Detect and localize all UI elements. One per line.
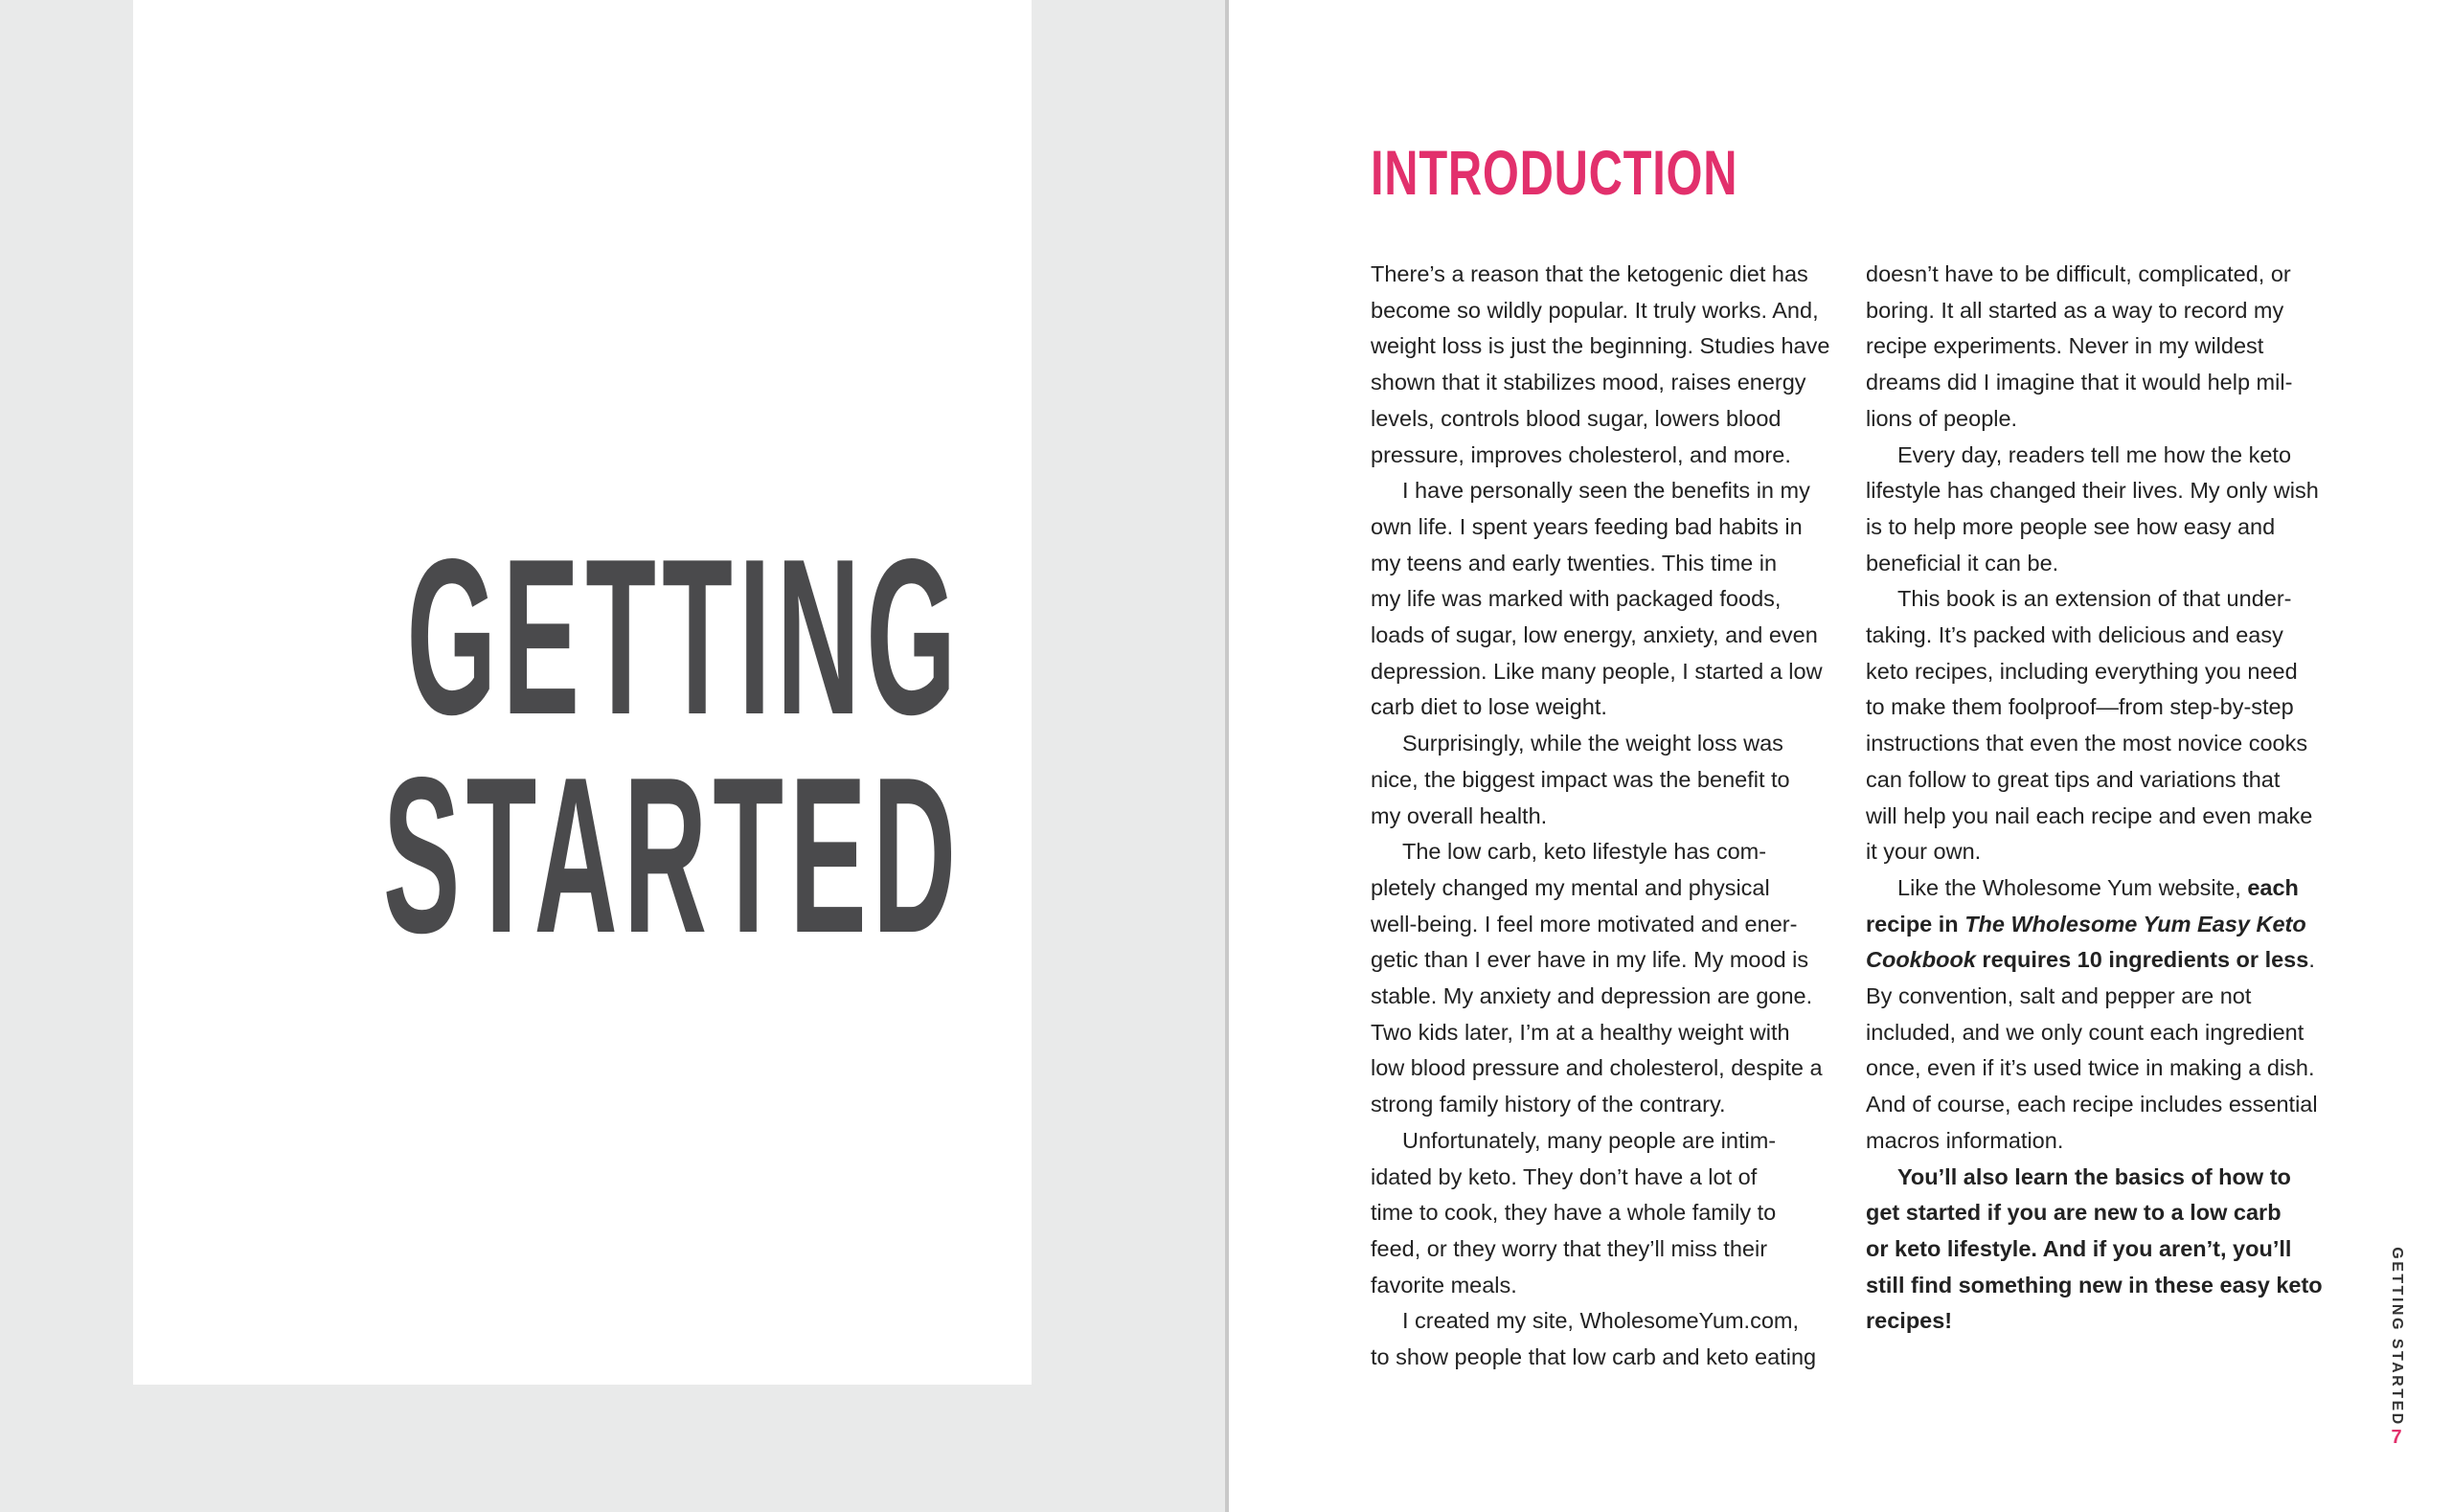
text-run-bold: requires 10 ingredients or less (1975, 947, 2309, 973)
text-line: I created my site, WholesomeYum.com, (1402, 1308, 1800, 1334)
text-line: levels, controls blood sugar, lowers blood (1371, 405, 1782, 431)
text-line: will help you nail each recipe and even make (1866, 802, 2313, 828)
text-run-bold: each (2247, 874, 2299, 900)
text-line: stable. My anxiety and depression are gone. (1371, 983, 1813, 1009)
text-line (1866, 942, 2337, 979)
text-line: This book is an extension of that under- (1897, 586, 2292, 612)
text-line: boring. It all started as a way to record my (1866, 297, 2284, 323)
text-line (1866, 1268, 2337, 1304)
text-line: my life was marked with packaged foods, (1371, 586, 1782, 612)
text-line: is to help more people see how easy and (1866, 513, 2276, 539)
text-line: depression. Like many people, I started a low (1371, 658, 1823, 684)
text-run-bold: get started if you are new to a low carb (1866, 1200, 2282, 1226)
page-number: 7 (2391, 1427, 2402, 1448)
text-line (1866, 1231, 2337, 1268)
text-line: to make them foolproof—from step-by-step (1866, 694, 2294, 720)
book-title-run: The Wholesome Yum Easy Keto (1964, 911, 2306, 937)
text-line: keto recipes, including everything you need (1866, 658, 2298, 684)
text-line: my overall health. (1371, 802, 1548, 828)
chapter-title-line-1: GETTING (406, 513, 962, 761)
text-line: The low carb, keto lifestyle has com- (1402, 839, 1767, 865)
book-title-run: Cookbook (1866, 947, 1976, 973)
text-line: beneficial it can be. (1866, 550, 2059, 575)
text-line: There’s a reason that the ketogenic diet has (1371, 261, 1808, 286)
text-line (1866, 1160, 2337, 1196)
text-line: strong family history of the contrary. (1371, 1092, 1726, 1117)
text-line: lifestyle has changed their lives. My only wish (1866, 478, 2319, 504)
chapter-title (0, 513, 962, 980)
text-line: low blood pressure and cholesterol, despite a (1371, 1055, 1823, 1081)
running-head (2388, 1247, 2405, 1427)
text-line: doesn’t have to be difficult, complicated, or (1866, 261, 2291, 286)
text-line: included, and we only count each ingredient (1866, 1019, 2304, 1045)
text-line (1866, 1195, 2337, 1231)
text-line: taking. It’s packed with delicious and easy (1866, 622, 2283, 648)
text-line: carb diet to lose weight. (1371, 694, 1607, 720)
text-line: shown that it stabilizes mood, raises energy (1371, 370, 1806, 395)
text-run-bold-italic (1866, 947, 1976, 972)
text-run: Like the Wholesome Yum website, (1897, 874, 2248, 900)
text-line: weight loss is just the beginning. Studies have (1371, 333, 1830, 359)
text-line: dreams did I imagine that it would help mil- (1866, 370, 2293, 395)
text-line: it your own. (1866, 839, 1982, 865)
text-line: my teens and early twenties. This time in (1371, 550, 1778, 575)
text-line: can follow to great tips and variations that (1866, 766, 2281, 792)
text-line: own life. I spent years feeding bad habits in (1371, 513, 1803, 539)
text-run: . (2308, 947, 2315, 973)
text-run-bold: or keto lifestyle. And if you aren’t, you’ll (1866, 1235, 2292, 1261)
chapter-title-line-2: STARTED (382, 732, 962, 980)
text-line: favorite meals. (1371, 1272, 1517, 1298)
text-line: feed, or they worry that they’ll miss their (1371, 1235, 1768, 1261)
text-line: pressure, improves cholesterol, and more. (1371, 441, 1791, 467)
text-line: getic than I ever have in my life. My mood is (1371, 947, 1809, 973)
text-column-right (1866, 257, 2337, 1340)
text-line: once, even if it’s used twice in making a dish. (1866, 1055, 2315, 1081)
section-heading: INTRODUCTION (1371, 137, 1738, 208)
text-line (1866, 907, 2337, 943)
text-line: Every day, readers tell me how the keto (1897, 441, 2292, 467)
text-run-bold: You’ll also learn the basics of how to (1897, 1163, 2291, 1189)
text-line: nice, the biggest impact was the benefit to (1371, 766, 1790, 792)
text-line: loads of sugar, low energy, anxiety, and even (1371, 622, 1818, 648)
text-line: pletely changed my mental and physical (1371, 874, 1770, 900)
text-line: Unfortunately, many people are intim- (1402, 1127, 1777, 1153)
text-run-bold: recipe in (1866, 911, 1965, 937)
text-column-left (1371, 257, 1842, 1376)
text-line: recipe experiments. Never in my wildest (1866, 333, 2264, 359)
text-line: Surprisingly, while the weight loss was (1402, 731, 1783, 756)
text-line: time to cook, they have a whole family to (1371, 1200, 1777, 1226)
text-line (1866, 1303, 2337, 1340)
text-line: idated by keto. They don’t have a lot of (1371, 1163, 1758, 1189)
text-line: well-being. I feel more motivated and ener- (1371, 911, 1798, 937)
text-run-bold: recipes! (1866, 1308, 1953, 1334)
text-run-bold: still find something new in these easy keto (1866, 1272, 2323, 1298)
text-line: to show people that low carb and keto eating (1371, 1344, 1817, 1370)
text-line: By convention, salt and pepper are not (1866, 983, 2252, 1009)
text-line: I have personally seen the benefits in my (1402, 478, 1810, 504)
text-line: macros information. (1866, 1127, 2064, 1153)
text-line: become so wildly popular. It truly works. And, (1371, 297, 1819, 323)
text-line (1866, 870, 2337, 907)
text-line: lions of people. (1866, 405, 2018, 431)
text-run-bold-italic (1964, 912, 2306, 937)
text-line: Two kids later, I’m at a healthy weight with (1371, 1019, 1790, 1045)
text-line: And of course, each recipe includes essential (1866, 1092, 2318, 1117)
text-line: instructions that even the most novice cooks (1866, 731, 2308, 756)
running-head-text: GETTING STARTED (2389, 1247, 2405, 1427)
